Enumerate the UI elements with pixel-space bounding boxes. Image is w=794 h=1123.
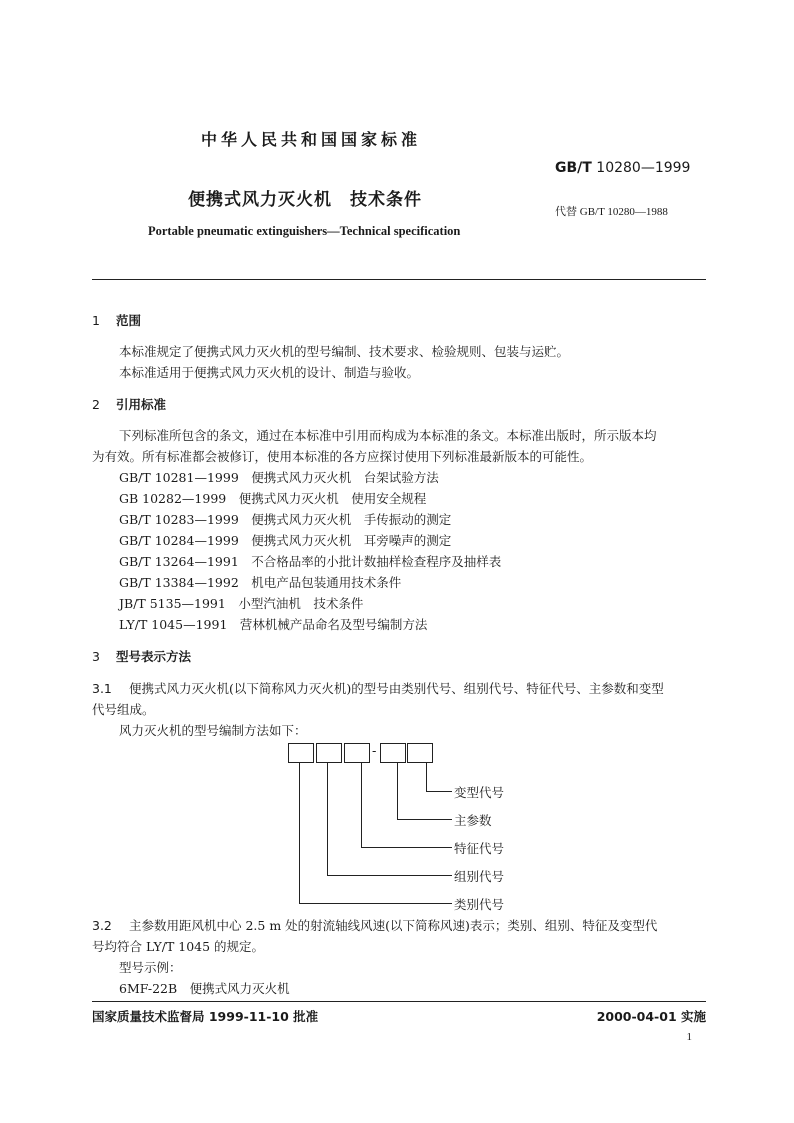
effective-date: 2000-04-01 实施	[596, 1009, 706, 1024]
clause-3-2-line-2: 号均符合 LY/T 1045 的规定。	[92, 939, 265, 954]
leader-line	[397, 819, 452, 820]
example-model: 6MF-22B 便携式风力灭火机	[119, 981, 290, 996]
approval-info: 国家质量技术监督局 1999-11-10 批准	[92, 1009, 319, 1024]
reference-item: GB/T 10284—1999 便携式风力灭火机 耳旁噪声的测定	[119, 533, 452, 548]
diagram-label-category: 类别代号	[454, 897, 505, 912]
diagram-label-feature: 特征代号	[454, 841, 505, 856]
reference-item: JB/T 5135—1991 小型汽油机 技术条件	[119, 596, 364, 611]
example-label: 型号示例：	[119, 960, 182, 975]
section-number: 3	[92, 649, 100, 664]
leader-line	[397, 763, 398, 819]
leader-line	[299, 763, 300, 903]
section-2-intro-line-2: 为有效。所有标准都会被修订，使用本标准的各方应探讨使用下列标准最新版本的可能性。	[92, 449, 593, 464]
national-standard-heading: 中华人民共和国国家标准	[201, 130, 422, 149]
clause-3-1-line-1	[92, 679, 664, 697]
code-number: 10280—1999	[596, 160, 691, 176]
code-box-category	[288, 743, 314, 763]
reference-item: GB/T 10281—1999 便携式风力灭火机 台架试验方法	[119, 470, 439, 485]
leader-line	[361, 847, 452, 848]
reference-item: GB/T 13264—1991 不合格品率的小批计数抽样检查程序及抽样表	[119, 554, 502, 569]
code-box-variant	[407, 743, 433, 763]
section-1-paragraph-2: 本标准适用于便携式风力灭火机的设计、制造与验收。	[119, 365, 420, 380]
reference-item: LY/T 1045—1991 营林机械产品命名及型号编制方法	[119, 617, 428, 632]
code-box-main-param	[380, 743, 406, 763]
english-title: Portable pneumatic extinguishers—Technical specification	[148, 224, 461, 238]
section-title: 型号表示方法	[116, 649, 192, 664]
code-separator: -	[372, 744, 377, 759]
diagram-label-group: 组别代号	[454, 869, 505, 884]
section-number: 2	[92, 397, 100, 412]
leader-line	[327, 763, 328, 875]
section-1-paragraph-1: 本标准规定了便携式风力灭火机的型号编制、技术要求、检验规则、包装与运贮。	[119, 344, 570, 359]
clause-number: 3.2	[92, 918, 112, 933]
header-divider	[92, 279, 706, 280]
leader-line	[327, 875, 452, 876]
leader-line	[426, 791, 452, 792]
document-title: 便携式风力灭火机 技术条件	[188, 190, 422, 210]
page-number: 1	[686, 1031, 692, 1043]
leader-line	[361, 763, 362, 847]
section-2-heading	[92, 395, 166, 413]
clause-3-1-line-2: 代号组成。	[92, 702, 155, 717]
reference-item: GB 10282—1999 便携式风力灭火机 使用安全规程	[119, 491, 427, 506]
replaces-note: 代替 GB/T 10280—1988	[555, 206, 668, 218]
section-title: 引用标准	[116, 397, 167, 412]
clause-number: 3.1	[92, 681, 112, 696]
footer-divider	[92, 1001, 706, 1002]
leader-line	[299, 903, 452, 904]
leader-line	[426, 763, 427, 791]
code-prefix: GB/T	[555, 160, 592, 176]
section-3-heading	[92, 647, 191, 665]
section-1-heading	[92, 311, 141, 329]
section-title: 范围	[116, 313, 142, 328]
diagram-label-variant: 变型代号	[454, 785, 505, 800]
clause-3-2-line-1	[92, 916, 657, 934]
clause-text: 便携式风力灭火机(以下简称风力灭火机)的型号由类别代号、组别代号、特征代号、主参数和变型	[129, 681, 664, 696]
clause-text: 主参数用距风机中心 2.5 m 处的射流轴线风速(以下简称风速)表示；类别、组别、特征及变型代	[129, 918, 658, 933]
reference-item: GB/T 13384—1992 机电产品包装通用技术条件	[119, 575, 402, 590]
clause-3-1-line-3: 风力灭火机的型号编制方法如下：	[119, 723, 307, 738]
section-2-intro-line-1: 下列标准所包含的条文，通过在本标准中引用而构成为本标准的条文。本标准出版时，所示版本均	[119, 428, 657, 443]
standard-code	[555, 160, 690, 176]
reference-item: GB/T 10283—1999 便携式风力灭火机 手传振动的测定	[119, 512, 452, 527]
section-number: 1	[92, 313, 100, 328]
code-box-group	[316, 743, 342, 763]
code-box-feature	[344, 743, 370, 763]
diagram-label-main-param: 主参数	[454, 813, 492, 828]
